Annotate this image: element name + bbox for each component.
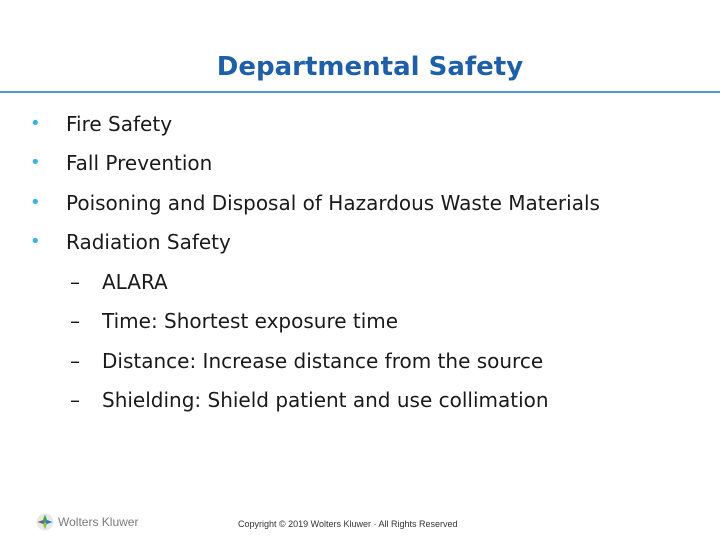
bullet-dot-icon: • <box>30 192 41 213</box>
dash-icon: – <box>70 270 80 294</box>
bullet-dot-icon: • <box>30 152 41 173</box>
bullet-text: Poisoning and Disposal of Hazardous Waste Materials <box>66 191 600 215</box>
bullet-dot-icon: • <box>30 113 41 134</box>
bullet-text: Fall Prevention <box>66 151 213 175</box>
bullet-dot-icon: • <box>30 231 41 252</box>
slide-title: Departmental Safety <box>216 52 524 82</box>
dash-icon: – <box>70 388 80 412</box>
logo-text: Wolters Kluwer <box>58 515 139 529</box>
wolters-kluwer-logo <box>36 512 138 532</box>
bullet-text: Fire Safety <box>66 112 173 136</box>
sub-bullet-text: Shielding: Shield patient and use collimation <box>102 388 549 412</box>
sub-bullet-text: ALARA <box>102 270 168 294</box>
copyright-text: Copyright © 2019 Wolters Kluwer · All Rights Reserved <box>238 519 458 529</box>
sub-bullet-text: Distance: Increase distance from the source <box>102 349 544 373</box>
wolters-kluwer-logo-icon <box>36 513 54 531</box>
sub-bullet-text: Time: Shortest exposure time <box>102 309 399 333</box>
dash-icon: – <box>70 349 80 373</box>
bullet-text: Radiation Safety <box>66 230 231 254</box>
dash-icon: – <box>70 309 80 333</box>
